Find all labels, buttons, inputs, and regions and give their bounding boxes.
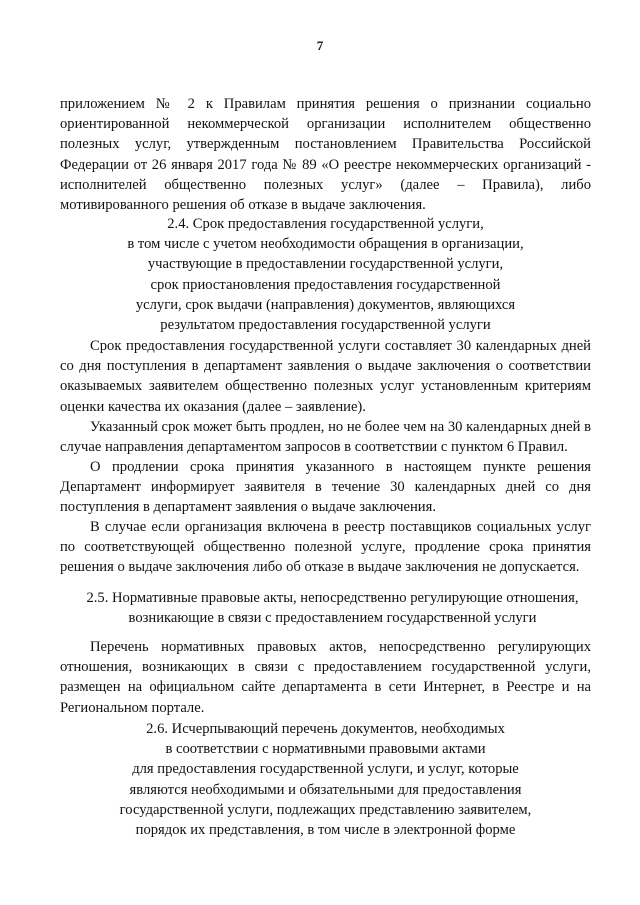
text-line: исполнителей общественно полезных услуг» (далее – Правила), либо [60, 176, 591, 193]
heading-line: в соответствии с нормативными правовыми актами [165, 741, 486, 758]
heading-line: услуги, срок выдачи (направления) документов, являющихся [135, 296, 516, 313]
text-line: Перечень нормативных правовых актов, непосредственно регулирующих [90, 639, 591, 655]
text-line: приложением № 2 к Правилам принятия решения о признании социально [60, 96, 591, 112]
heading-line: возникающие в связи с предоставлением государственной услуги [128, 610, 537, 627]
heading-line: 2.4. Срок предоставления государственной услуги, [167, 216, 484, 232]
heading-line: являются необходимыми и обязательными для предоставления [129, 781, 522, 798]
text-line: мотивированного решения об отказе в выдаче заключения. [60, 196, 426, 213]
text-line: по соответствующей общественно полезной услуге, продление срока принятия [60, 539, 591, 556]
text-line: полезных услуг, утвержденным постановлением Правительства Российской [60, 136, 591, 153]
heading-line: результатом предоставления государственной услуги [160, 316, 491, 333]
paragraph-continuation [60, 94, 591, 215]
paragraph-extension [60, 417, 591, 457]
text-line: отношения, возникающих в связи с предоставлением государственной услуги, [60, 659, 591, 676]
text-line: Срок предоставления государственной услуги составляет 30 календарных дней [90, 338, 591, 354]
text-line: О продлении срока принятия указанного в настоящем пункте решения [90, 459, 591, 475]
text-line: Указанный срок может быть продлен, но не более чем на 30 календарных дней в [90, 419, 591, 435]
heading-line: 2.5. Нормативные правовые акты, непосредственно регулирующие отношения, [86, 590, 579, 606]
text-line: Региональном портале. [60, 699, 205, 716]
paragraph-term [60, 336, 591, 417]
page-number: 7 [316, 38, 324, 53]
text-line: оценки качества их оказания (далее – заявление). [60, 398, 366, 415]
heading-line: 2.6. Исчерпывающий перечень документов, необходимых [146, 721, 505, 737]
text-line: решения о выдаче заключения либо об отказе в выдаче заключения не допускается. [60, 559, 580, 576]
paragraph-registry [60, 517, 591, 578]
heading-line: государственной услуги, подлежащих представлению заявителем, [119, 801, 532, 818]
heading-line: в том числе с учетом необходимости обращения в организации, [127, 236, 524, 253]
text-line: поступления в департамент заявления о выдаче заключения. [60, 499, 436, 516]
text-line: размещен на официальном сайте департамента в сети Интернет, в Реестре и на [60, 679, 591, 696]
text-line: Федерации от 26 января 2017 года № 89 «О реестре некоммерческих организаций - [60, 156, 591, 173]
heading-line: срок приостановления предоставления государственной [150, 276, 501, 293]
heading-line: порядок их представления, в том числе в электронной форме [135, 821, 516, 838]
heading-line: участвующие в предоставлении государственной услуги, [147, 256, 504, 273]
text-line: ориентированной некоммерческой организации исполнителем общественно [60, 116, 591, 133]
section-heading-2-6 [60, 719, 591, 840]
text-line: оказываемых заявителем общественно полезных услуг установленным критериям [60, 378, 591, 395]
text-line: случае направления департаментом запросов в соответствии с пунктом 6 Правил. [60, 439, 568, 456]
paragraph-legal-acts [60, 637, 591, 718]
heading-line: для предоставления государственной услуги, и услуг, которые [132, 761, 519, 778]
section-heading-2-5 [60, 588, 605, 628]
text-line: Департамент информирует заявителя в течение 30 календарных дней со дня [60, 479, 591, 496]
paragraph-notification [60, 457, 591, 518]
text-line: В случае если организация включена в реестр поставщиков социальных услуг [90, 519, 591, 535]
section-heading-2-4 [60, 214, 591, 335]
text-line: со дня поступления в департамент заявления о выдаче заключения о соответствии [60, 358, 591, 375]
